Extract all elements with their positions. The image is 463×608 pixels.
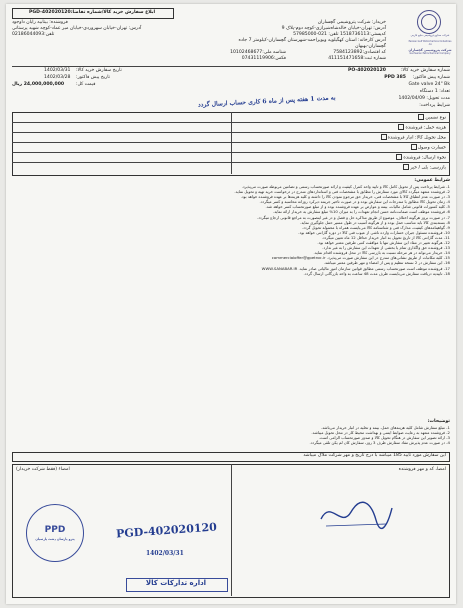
divider <box>12 66 450 67</box>
condition-item: 9- گواهینامه‌های کیفیت، مدارک فنی و شناسنامه کالا می‌بایست همراه با محموله تحویل گردد. <box>301 224 450 230</box>
buyer-address: آدرس: تهران-خیابان خالدشاه‌شیرازی-کوچه دوم-پلاک 9 <box>281 26 386 31</box>
handwritten-date: 1402/03/31 <box>146 550 184 557</box>
checklist-item: نحوه ارسال: فروشنده <box>395 154 446 161</box>
seller-name: فروشنده: بیتابیه رایان داوجود <box>12 20 68 25</box>
logo-text-en: Persian Gulf Petrochemical Industries Co. <box>408 40 452 46</box>
order-date-label: تاریخ سفارش خرید کالا: <box>76 68 122 73</box>
payment-terms: شرایط پرداخت: <box>419 103 450 108</box>
condition-item: 18- تاییدیه دریافت سفارش می‌بایست ظرف مدت 48 ساعت به واحد بازرگانی ارسال گردد. <box>303 270 450 276</box>
amount-value: 24,000,000,000 ریال <box>12 82 65 87</box>
note-item: 4- در صورت عدم پذیرش مفاد سفارش ظرف 3 روز، سفارش کان لم یکن تلقی میگردد. <box>309 440 450 446</box>
invoice-label: شماره پیش فاکتور: <box>412 75 450 80</box>
condition-item: 16- این سفارش در 2 نسخه تنظیم و پس از امضاء و مهر طرفین معتبر میباشد. <box>323 260 450 266</box>
buyer-city: گچساران-بهبهان <box>355 44 386 49</box>
order-number-label: شماره سفارش خرید کالا: <box>400 68 450 73</box>
condition-item: 15- کلیه مکاتبات از طریق نشانی‌های مندرج در این سفارش صورت می‌پذیرد. commercialoffer@gpetroc.ir <box>271 255 450 261</box>
buyer-fax: فکس:07431119906 <box>241 56 286 61</box>
document-title: ابلاغ سفارش خرید کالا/شماره تقاضا:PGD-402020120 <box>28 10 156 15</box>
unit: تعداد: 1 دستگاه <box>419 89 450 94</box>
buyer-name: خریدار: شرکت پتروشیمی گچساران <box>317 20 386 25</box>
condition-item: 10- فروشنده مسئول جبران خسارات وارده ناشی از عیوب فنی کالا در دوره گارانتی خواهد بود. <box>298 229 450 235</box>
seller-phone: تلفن:02186044093 <box>12 32 55 37</box>
condition-item: 4- زمان تحویل کالا مطابق با مندرجات این سفارش بوده و در صورت تاخیر جریمه دیرکرد روزانه محاسبه و کسر میگردد. <box>259 199 450 205</box>
seller-signature <box>316 494 396 534</box>
conditions-body <box>14 185 450 277</box>
checklist-item: خسارت وصول <box>410 144 446 151</box>
note-item: 2- فروشنده متعهد به رعایت ضوابط ایمنی و بهداشت محیط کار در محل تحویل میباشد. <box>311 430 450 436</box>
condition-item: 3- در صورت عدم انطباق کالا با مشخصات فنی، خریدار حق مرجوع نمودن کالا را داشته و کلیه هزینه‌ها بر عهده فروشنده خواهد بود. <box>240 194 450 200</box>
buyer-national-id: شناسه ملی:10102468677 <box>230 50 286 55</box>
buyer-registration: شماره ثبت:411151471658 <box>328 56 386 61</box>
handwritten-note: به مدت 1 هفته پس از ماه 6 کاری حساب ارسال گردد <box>198 94 337 109</box>
delivery-date: مدت تحویل: 1402/04/09 <box>398 96 450 101</box>
company-name-en: Gachsaran Petrochemical Company <box>409 52 451 55</box>
checklist-item: هزینه حمل: فروشنده <box>397 124 446 131</box>
seller-address: آدرس: تهران-خیابان سهروردی-خیابان میر عماد-کوچه شهید پرستانی <box>12 26 142 31</box>
purchase-order-page <box>6 4 456 604</box>
condition-item: 13- فروشنده حق واگذاری تمام یا بخشی از تعهدات این سفارش را به غیر ندارد. <box>322 245 450 251</box>
letter-date: 1402/03/28 <box>44 75 71 80</box>
buyer-economic: کد اقتصادی:7584123892 <box>333 50 386 55</box>
footer-note: این سفارش مورد تایید 185 میباشد با درج تاریخ و مهر شرکت ملاک میباشد <box>303 453 446 458</box>
invoice-number: PPD 385 <box>384 75 406 80</box>
amount-label: قیمت کل: <box>76 82 96 87</box>
letter-date-label: تاریخ پیش فاکتور: <box>76 75 110 80</box>
buyer-postal: کدپستی:1518736113 تلفن: 021-57985000 <box>293 32 386 37</box>
conditions-heading: شرایط عمومی: <box>414 178 450 183</box>
order-number: PO-402020120 <box>347 68 386 73</box>
condition-item: 14- خریدار می‌تواند در هر مرحله نسبت به بازرسی کالا در محل فروشنده اقدام نماید. <box>313 250 450 256</box>
condition-item: 5- کلیه کسورات قانونی شامل مالیات، بیمه و عوارض بر عهده فروشنده بوده و از مبلغ صورتحساب کسر خواهد شد. <box>265 204 450 210</box>
handwritten-pgd-code: PGD-402020120 <box>115 520 218 541</box>
checklist-item: محل تحویل کالا: انبار فروشنده <box>380 134 446 141</box>
condition-item: 17- فروشنده موظف است صورتحساب رسمی مطابق قوانین سازمان امور مالیاتی صادر نماید. WWW.SANABAR.IR <box>261 265 450 271</box>
order-date: 1402/03/31 <box>44 68 71 73</box>
condition-item: 8- بسته‌بندی کالا باید مناسب حمل بوده و از هرگونه آسیب در طول مسیر حمل جلوگیری نماید. <box>300 219 450 225</box>
condition-item: 11- مدت گارانتی کالا از تاریخ تحویل به انبار خریدار حداقل 12 ماه تعیین میگردد. <box>321 234 450 240</box>
note-item: 3- ارائه تصویر این سفارش در هنگام تحویل کالا و صدور صورتحساب الزامی است. <box>318 435 450 441</box>
notes-heading: توضیحات: <box>427 419 450 424</box>
department-name: اداره تدارکات کالا <box>145 579 207 587</box>
buyer-factory: آدرس کارخانه: استان کهگیلویه وبویراحمد-شهرستان گچساران-کیلومتر 7 جاده <box>238 38 386 43</box>
buyer-signature-label: امضاء (فقط شرکت خریدار) <box>16 467 70 472</box>
company-stamp: PPD پترو پارسان دشت پارسیان <box>26 504 84 562</box>
condition-item: 1- شرایط پرداخت پس از تحویل کامل کالا و تایید واحد کنترل کیفیت و ارائه صورتحساب رسمی و تضامین مربوطه صورت می‌پذیرد. <box>241 184 450 189</box>
company-name: شرکت پتروشیمی گچساران <box>408 48 452 52</box>
condition-item: 7- در صورت بروز هرگونه اختلاف، موضوع از طریق مذاکره حل و فصل و در غیر اینصورت به مراجع قانونی ارجاع میگردد. <box>256 214 450 220</box>
condition-item: 6- فروشنده موظف است ضمانت‌نامه حسن انجام تعهدات را به میزان 10% مبلغ سفارش به خریدار ارائه نماید. <box>273 209 450 215</box>
checklist-item: نوع تضمین <box>417 114 446 121</box>
checklist-item: بازرسی: بلی / خیر <box>402 164 446 171</box>
seller-signature-label: امضا، کد و مهر فروشنده <box>398 467 446 472</box>
logo-text: شرکت صنایع پتروشیمی خلیج فارس <box>410 34 450 37</box>
condition-item: 2- فروشنده متعهد میگردد کالای مورد سفارش را مطابق با مشخصات فنی و استانداردهای مندرج در درخواست خرید تهیه و تحویل نماید. <box>234 189 450 195</box>
condition-item: 12- هرگونه تغییر در مفاد این سفارش تنها با موافقت کتبی طرفین معتبر خواهد بود. <box>317 240 450 246</box>
item-description: Gate valve 24" Bk <box>408 82 450 87</box>
note-item: 1- مبلغ سفارش شامل کلیه هزینه‌های حمل، بیمه و تخلیه در انبار خریدار می‌باشد. <box>320 425 450 430</box>
notes-body <box>14 426 450 446</box>
